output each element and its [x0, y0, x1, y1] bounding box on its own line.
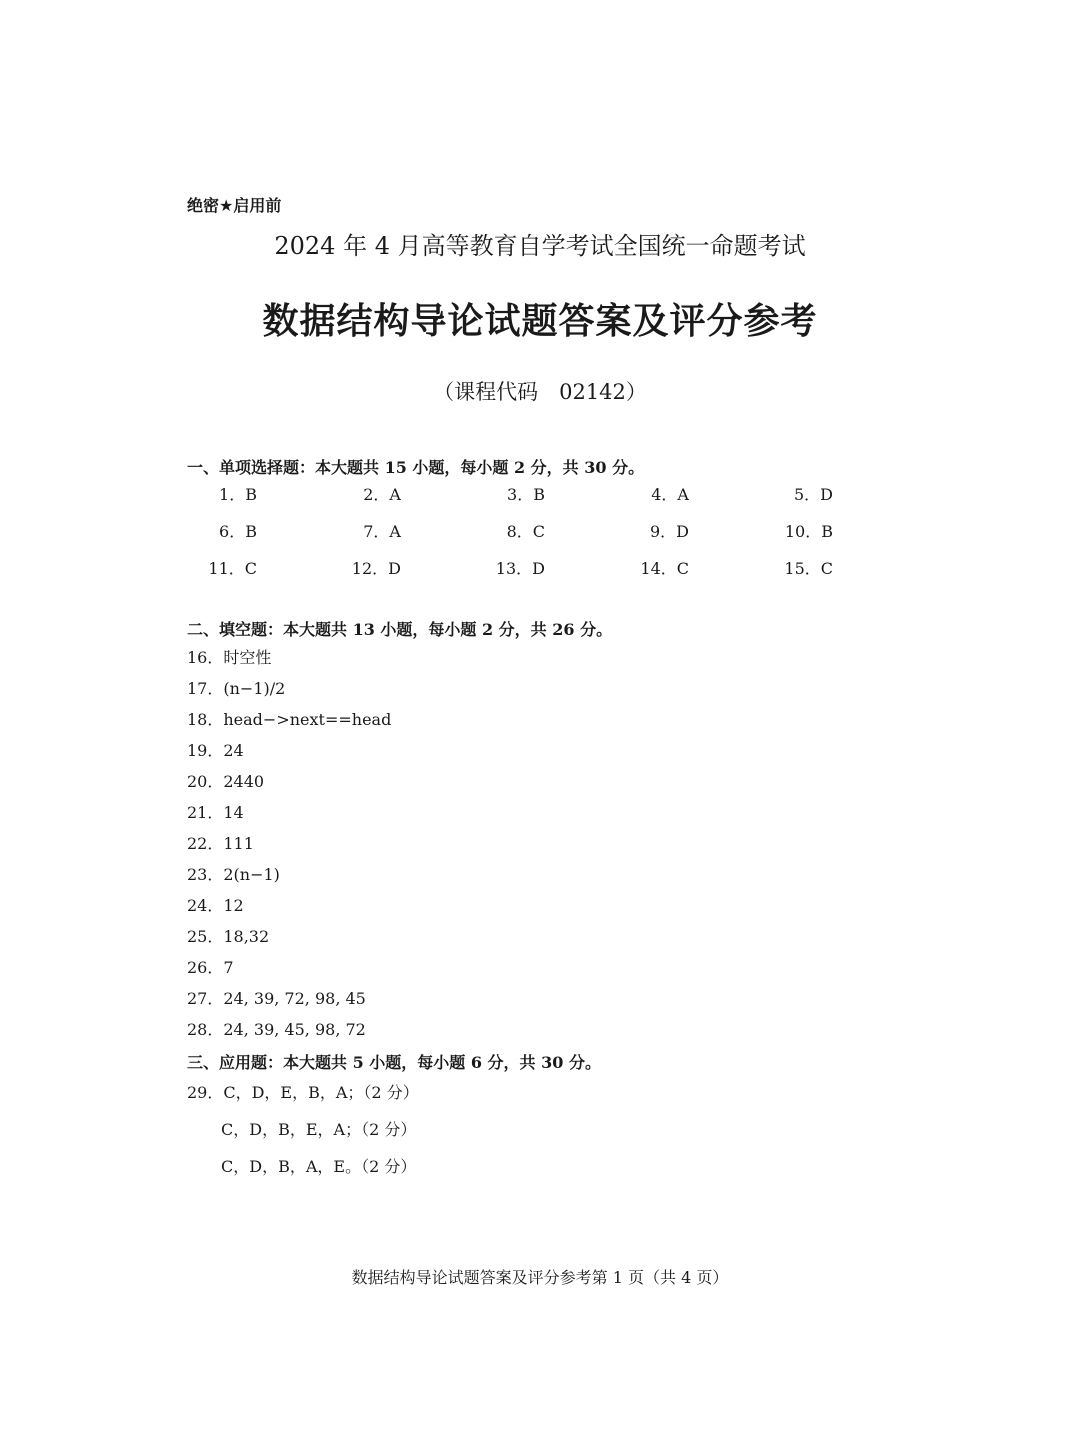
list-item: 18．head−>next==head	[187, 710, 392, 729]
answer-cell: 5．D	[793, 485, 833, 504]
multiple-choice-answers	[187, 482, 847, 593]
list-item: 17．(n−1)/2	[187, 679, 286, 698]
answer-cell: 7．A	[363, 522, 401, 541]
course-code: （课程代码 02142）	[433, 380, 647, 404]
answer-cell: 14．C	[640, 559, 689, 578]
answer-cell: 15．C	[784, 559, 833, 578]
section-1-heading: 一、单项选择题：本大题共 15 小题，每小题 2 分，共 30 分。	[187, 458, 645, 477]
answer-cell: 12．D	[351, 559, 401, 578]
section-3-heading: 三、应用题：本大题共 5 小题，每小题 6 分，共 30 分。	[187, 1053, 601, 1072]
list-item: 24．12	[187, 896, 244, 915]
answer-line: C，D，B，A，E。（2 分）	[221, 1157, 417, 1176]
answer-cell: 1．B	[219, 485, 257, 504]
list-item: 22．111	[187, 834, 254, 853]
answer-row	[187, 482, 847, 519]
answer-cell: 9．D	[649, 522, 689, 541]
answer-line: 29．C，D，E，B，A；（2 分）	[187, 1083, 419, 1102]
answer-line: C，D，B，E，A；（2 分）	[221, 1120, 417, 1139]
answer-cell: 13．D	[495, 559, 545, 578]
list-item: 25．18,32	[187, 927, 270, 946]
answer-cell: 10．B	[784, 522, 833, 541]
document-title: 数据结构导论试题答案及评分参考	[262, 301, 818, 342]
answer-cell: 4．A	[651, 485, 689, 504]
section-2-heading: 二、填空题：本大题共 13 小题，每小题 2 分，共 26 分。	[187, 620, 613, 639]
answer-cell: 3．B	[507, 485, 545, 504]
answer-cell: 8．C	[506, 522, 545, 541]
exam-title: 2024 年 4 月高等教育自学考试全国统一命题考试	[274, 232, 806, 260]
page-footer: 数据结构导论试题答案及评分参考第 1 页（共 4 页）	[351, 1268, 729, 1287]
answer-row	[187, 519, 847, 556]
answer-row	[187, 556, 847, 593]
list-item: 27．24, 39, 72, 98, 45	[187, 989, 366, 1008]
list-item: 20．2440	[187, 772, 265, 791]
fill-in-answers	[187, 645, 391, 1048]
answer-cell: 6．B	[219, 522, 257, 541]
answer-cell: 11．C	[208, 559, 257, 578]
application-answers	[187, 1080, 419, 1191]
list-item: 16．时空性	[187, 648, 272, 667]
list-item: 26．7	[187, 958, 234, 977]
list-item: 19．24	[187, 741, 244, 760]
list-item: 28．24, 39, 45, 98, 72	[187, 1020, 366, 1039]
answer-cell: 2．A	[363, 485, 401, 504]
list-item: 21．14	[187, 803, 244, 822]
confidential-label: 绝密★启用前	[187, 196, 282, 215]
list-item: 23．2(n−1)	[187, 865, 280, 884]
